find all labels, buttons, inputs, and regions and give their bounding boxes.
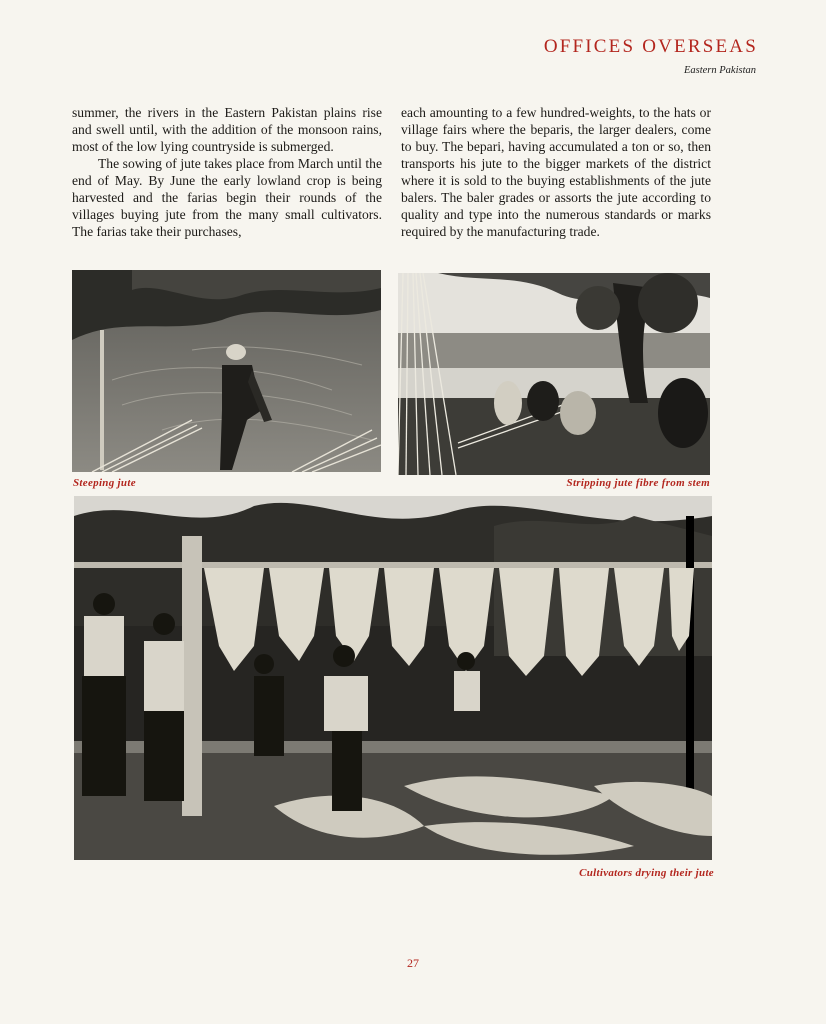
stripping-jute-photo: [398, 273, 710, 475]
paragraph: The sowing of jute takes place from March until the end of May. By June the early lowland crop is being harvested and the farias begin their rounds of the villages buying jute from the many small cultivators. The farias take their purchases,: [72, 156, 382, 239]
drying-jute-photo: [74, 496, 712, 860]
text-column-left: [72, 104, 382, 240]
paragraph: summer, the rivers in the Eastern Pakistan plains rise and swell until, with the addition of the monsoon rains, most of the low lying countryside is submerged.: [72, 105, 382, 154]
section-subtitle: Eastern Pakistan: [683, 65, 756, 76]
paragraph: each amounting to a few hundred-weights, to the hats or village fairs where the beparis, the larger dealers, come to buy. The bepari, having accumulated a ton or so, then transports his jute to the bigger markets of the district where it is sold to the buying establishments of the jute balers. The baler grades or assorts the jute according to quality and type into the numerous standards or marks required by the manufacturing trade.: [401, 105, 711, 239]
photo-caption: Cultivators drying their jute: [579, 867, 714, 879]
steeping-jute-photo: [72, 270, 381, 472]
photo-caption: Stripping jute fibre from stem: [566, 477, 710, 489]
section-title: OFFICES OVERSEAS: [543, 36, 758, 57]
text-column-right: [401, 104, 711, 240]
page-number: 27: [407, 956, 419, 970]
photo-caption: Steeping jute: [73, 477, 136, 489]
